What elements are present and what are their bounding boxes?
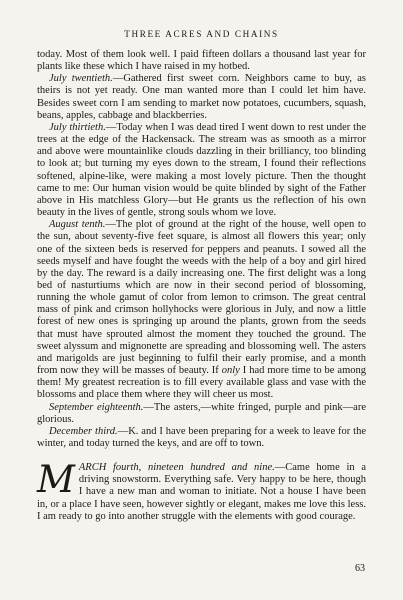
entry-date: September eighteenth. — [49, 401, 144, 413]
entry-date: July thirtieth. — [49, 121, 106, 133]
entry-text: —The asters,—white fringed, purple and pink—are glorious. — [37, 401, 366, 425]
diary-entry-july-twentieth — [37, 73, 366, 122]
paragraph-continuation — [37, 49, 366, 73]
diary-entry-december-third — [37, 426, 366, 450]
emphasis-text: only — [221, 365, 240, 377]
entry-text: —Came home in a driving snowstorm. Everything safe. Very happy to be here, though I have a new man and woman to initiate. Not a house I have been in, or a place I have seen, however sightly or elegant, makes me love this less. I am ready to go into another struggle with the elements with good courage. — [37, 462, 366, 522]
entry-text: —K. and I have been preparing for a week to leave for the winter, and today turned the keys, and are off to town. — [37, 425, 366, 449]
diary-entry-july-thirtieth — [37, 122, 366, 219]
diary-entry-march-fourth — [37, 458, 366, 523]
entry-text: —Today when I was dead tired I went down to rest under the trees at the edge of the Hackensack. The stream was as smooth as a mirror and above were mountainlike clouds dazzling in their brilliancy, too blinding to look at; but turning my eyes down to the stream, I found their reflections softened, alpine-like, were making a most lovely picture. Then the thought came to me: Our human vision would be quite blinded by sight of the Father above in His matchless Glory—but He grants us the reflection of his own beauty in the lives of gentle, strong souls whom we love. — [37, 121, 366, 219]
page-number: 63 — [355, 563, 365, 574]
body-text — [37, 49, 366, 523]
running-head: THREE ACRES AND CHAINS — [124, 29, 279, 39]
drop-cap: M — [37, 458, 75, 502]
diary-entry-september-eighteenth — [37, 402, 366, 426]
entry-date: July twentieth. — [49, 73, 113, 85]
entry-text: —Gathered first sweet corn. Neighbors came to buy, as theirs is not yet ready. One man wanted more than I could let him have. Besides sweet corn I am sending to market now potatoes, cucumbers, squash, beans, apples, cabbage and blackberries. — [37, 73, 366, 121]
entry-text: —The plot of ground at the right of the house, well open to the sun, about seventy-five feet square, is almost all flowers this year; only one of the sixteen beds is reserved for peppers and peanuts. I sowed all the seeds myself and have fought the weeds with the help of a boy and girl hired by the day. The reward is a daily increasing one. The first delight was a long bed of nasturtiums which are now in their second period of blossoming, running the whole gamut of color from lemon to crimson. The great central mass of pink and crimson hollyhocks were glorious in July, and now a little forest of new ones is springing up around the plants, grown from the seeds that must have sprouted almost the moment they touched the ground. The sweet alyssum and mignonette are spreading and blossoming well. The asters and marigolds are just beginning to fulfil their early promise, and a month from now they will be masses of beauty. If — [37, 219, 366, 377]
diary-entry-august-tenth — [37, 219, 366, 401]
entry-date: August tenth. — [49, 219, 106, 231]
entry-date: December third. — [49, 425, 118, 437]
entry-text-continued: I had more time to be among them! My greatest recreation is to fill every available glass and vase with the blossoms and place them where they will cheer us most. — [37, 365, 366, 401]
paragraph-text: today. Most of them look well. I paid fifteen dollars a thousand last year for plants like these which I have raised in my hotbed. — [37, 49, 366, 73]
entry-date: ARCH fourth, nineteen hundred and nine. — [78, 462, 275, 474]
